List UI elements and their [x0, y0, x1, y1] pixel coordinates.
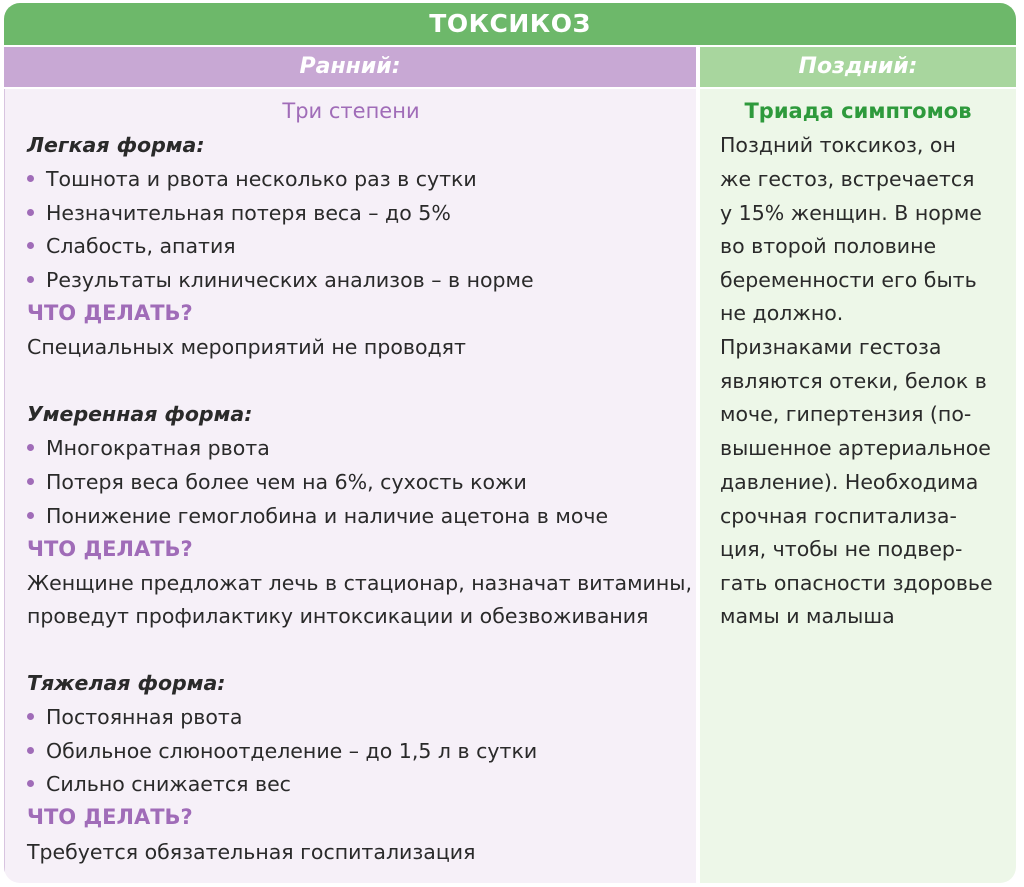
late-text-line: срочная госпитализа- — [720, 504, 957, 528]
table-title: ТОКСИКОЗ — [4, 3, 1016, 45]
late-text-line: гать опасности здоровье — [720, 571, 993, 595]
late-text-line: мамы и малыша — [720, 604, 895, 628]
list-item: Сильно снижается вес — [27, 770, 291, 798]
moderate-form-title: Умеренная форма: — [27, 402, 253, 426]
moderate-what-to-do-label: ЧТО ДЕЛАТЬ? — [27, 537, 193, 561]
late-text-line: Поздний токсикоз, он — [720, 133, 956, 157]
bullet-icon — [27, 747, 34, 754]
list-item: Многократная рвота — [27, 434, 270, 462]
list-item: Понижение гемоглобина и наличие ацетона в моче — [27, 502, 608, 530]
late-text-line: моче, гипертензия (по- — [720, 402, 972, 426]
severe-what-to-do-text: Требуется обязательная госпитализация — [27, 840, 476, 864]
severe-what-to-do-label: ЧТО ДЕЛАТЬ? — [27, 805, 193, 829]
list-item: Постоянная рвота — [27, 703, 242, 731]
list-item: Незначительная потеря веса – до 5% — [27, 199, 451, 227]
bullet-icon — [27, 713, 34, 720]
list-item: Тошнота и рвота несколько раз в сутки — [27, 165, 477, 193]
bullet-icon — [27, 478, 34, 485]
bullet-icon — [27, 209, 34, 216]
early-header: Ранний: — [4, 47, 696, 87]
early-column — [4, 89, 696, 883]
late-header: Поздний: — [700, 47, 1016, 87]
late-text-line: не должно. — [720, 301, 844, 325]
bullet-icon — [27, 780, 34, 787]
mild-what-to-do-text: Специальных мероприятий не проводят — [27, 335, 466, 359]
moderate-what-to-do-text: Женщине предложат лечь в стационар, назначат витамины, — [27, 571, 692, 595]
bullet-icon — [27, 276, 34, 283]
late-text-line: во второй половине — [720, 234, 937, 258]
bullet-icon — [27, 175, 34, 182]
early-subtitle: Три степени — [282, 99, 420, 123]
mild-what-to-do-label: ЧТО ДЕЛАТЬ? — [27, 301, 193, 325]
list-item: Потеря веса более чем на 6%, сухость кожи — [27, 468, 527, 496]
toxicosis-table — [4, 3, 1016, 883]
mild-form-title: Легкая форма: — [27, 133, 205, 157]
late-text-line: у 15% женщин. В норме — [720, 201, 982, 225]
bullet-icon — [27, 242, 34, 249]
late-text-line: давление). Необходима — [720, 470, 979, 494]
late-text-line: беременности его быть — [720, 268, 977, 292]
late-text-line: ция, чтобы не подвер- — [720, 537, 963, 561]
late-text-line: вышенное артериальное — [720, 436, 991, 460]
late-text-line: же гестоз, встречается — [720, 167, 975, 191]
severe-form-title: Тяжелая форма: — [27, 671, 226, 695]
late-column — [700, 89, 1016, 883]
late-text-line: являются отеки, белок в — [720, 369, 987, 393]
list-item: Результаты клинических анализов – в норме — [27, 266, 534, 294]
bullet-icon — [27, 444, 34, 451]
list-item: Обильное слюноотделение – до 1,5 л в сутки — [27, 737, 537, 765]
list-item: Слабость, апатия — [27, 232, 236, 260]
late-text-line: Признаками гестоза — [720, 335, 942, 359]
bullet-icon — [27, 512, 34, 519]
late-subtitle: Триада симптомов — [744, 99, 972, 123]
moderate-what-to-do-text: проведут профилактику интоксикации и обезвоживания — [27, 604, 649, 628]
